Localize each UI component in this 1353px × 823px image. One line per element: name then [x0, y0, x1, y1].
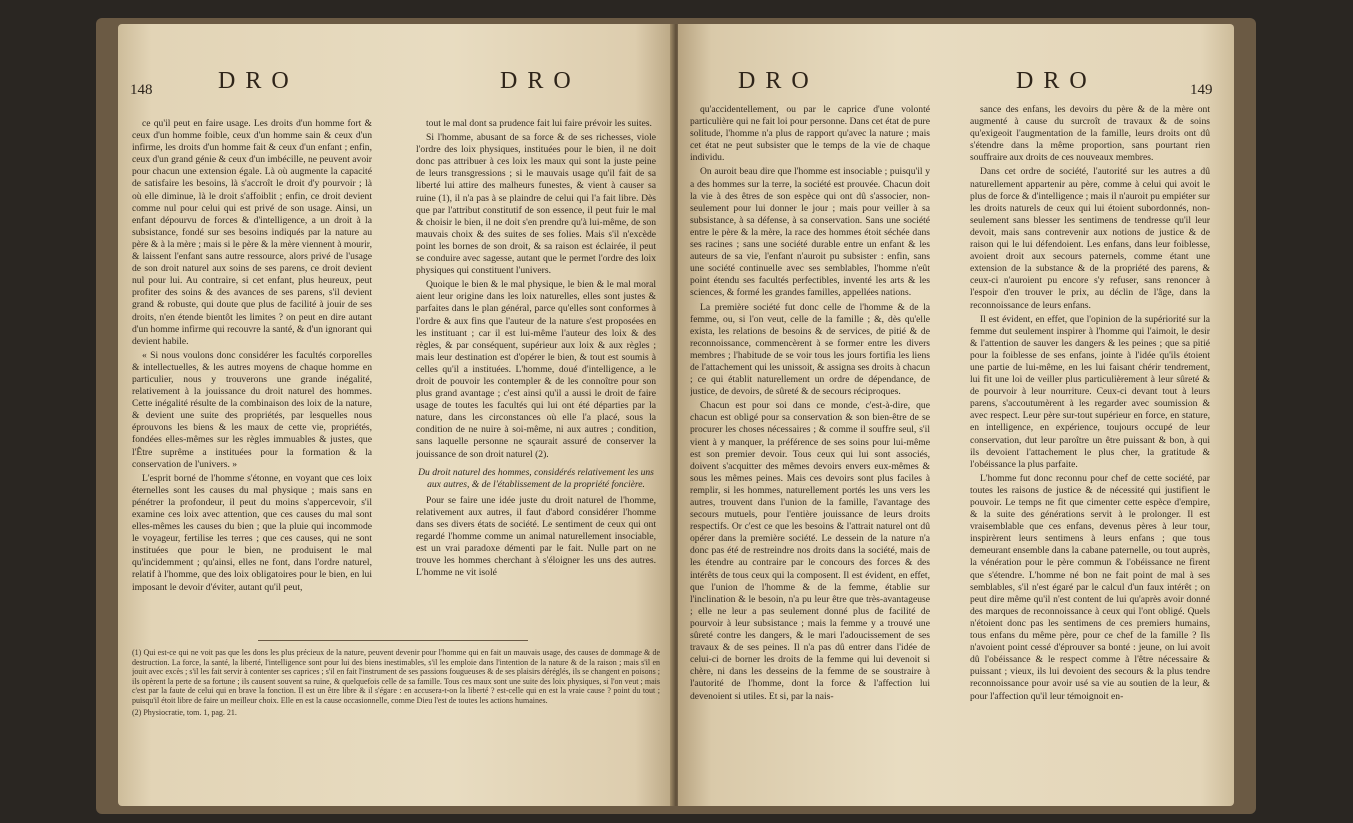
left-column-2 [416, 118, 656, 666]
paragraph: L'homme fut donc reconnu pour chef de cette société, par toutes les raisons de justice & de nécessité qui justifient le pouvoir. Le temps ne fit que cimenter cette espèce d'empire, & la suite des générations servit à le prolonger. Il est vraisemblable que ces enfans, devenus pères à leur tour, inspirèrent leurs sentimens à leurs enfans ; que tous demeurant ensemble dans la cabane paternelle, ou tout auprès, la vénération pour le père commun & l'obéissance ne firent que s'étendre. L'homme né bon ne fait point de mal à ses semblables, s'il n'est égaré par le calcul d'un faux intérêt ; on peut dire même qu'il n'est content de lui qu'après avoir donné des marques de reconnoissance à ceux qui l'ont obligé. Quels n'étoient donc pas les sentimens de ces premiers humains, tous enfans du même père, pour ce chef de la famille ? Ils n'avoient point cessé d'éprouver sa bonté : jeune, on lui avoit dû l'obéissance & le respect comme à l'être nécessaire & puissant ; vieux, ils lui devoient des secours & la plus tendre reconnoissance pour avoir usé sa vie au soutien de la leur, & pour l'affection qu'il leur témoignoit en- [970, 472, 1210, 702]
paragraph: qu'accidentellement, ou par le caprice d'une volonté particulière qui ne fait loi pour personne. Dans cet état de pure solitude, l'homme n'a plus de rapport qu'avec la nature ; mais cet état ne peut subsister que le temps de la vie de chaque individu. [690, 104, 930, 164]
paragraph: ce qu'il peut en faire usage. Les droits d'un homme fort & ceux d'un homme foible, ceux d'un homme sain & ceux d'un infirme, les droits d'un homme fait & ceux d'un enfant ; enfin, ceux d'un grand génie & ceux d'un imbécille, ne peuvent avoir pour chacun une extension égale. Là où augmente la capacité de satisfaire les besoins, là s'accroît le droit d'y pourvoir ; là où elle diminue, là le droit s'affoiblit ; enfin, ce droit devient comme nul pour celui qui est privé de son usage. Ainsi, un enfant dépourvu de forces & d'intelligence, a un droit à la subsistance, fondé sur ses besoins indiqués par la nature au père & à la mère ; mais si le père & la mère viennent à mourir, & laissent l'enfant sans autre ressource, alors privé de l'usage de son droit naturel aux soins de ses parens, ce droit devient nul pour lui. Au contraire, si cet enfant, plus heureux, peut profiter des soins & des avances de ses parens, s'il devient grand & robuste, qui doute que plus de facilité à jouir de ses droits, n'en étende bientôt les limites ? on peut en dire autant d'un homme infirme qui recouvre la santé, & d'un ignorant qui devient habile. [132, 118, 372, 347]
paragraph: Il est évident, en effet, que l'opinion de la supériorité sur la femme dut seulement inspirer à l'homme qui l'aimoit, le desir & l'attention de sauver les dangers & les peines ; que sa pitié pour la foiblesse de ses enfans, jointe à l'idée qu'ils étoient une partie de lui-même, en les lui faisant chérir tendrement, lui fit une loi de veiller plus particulièrement à leur sûreté & de pourvoir à leur nourriture. Ceux-ci devant tout à leurs parens, s'accoutumèrent à les regarder avec soumission & avec respect. Leur père sur-tout supérieur en force, en stature, en intelligence, en expérience, toujours occupé de leur conservation, dut leur paroître un être puissant & bon, à qui ils devoient l'attachement le plus cher, la gratitude & l'obéissance la plus parfaite. [970, 313, 1210, 470]
paragraph: Quoique le bien & le mal physique, le bien & le mal moral aient leur origine dans les loix naturelles, elles sont justes & parfaites dans le plan général, parce qu'elles sont conformes à l'ordre & aux fins que l'auteur de la nature s'est proposées en les instituant ; car il est lui-même l'auteur des loix & des règles, & par conséquent, supérieur aux loix & aux règles ; mais leur destination est d'opérer le bien, & tout est soumis à celles qu'il a instituées. L'homme, doué d'intelligence, a le droit de pouvoir les contempler & de les connoître pour son plus grand avantage ; c'est ainsi qu'il a aussi le droit de faire usage de toutes les facultés qui lui ont été départies par la nature, dans les circonstances où elle l'a placé, sous la condition de ne nuire à soi-même, ni aux autres ; condition, sans laquelle personne ne sçaurait assuré de conserver la jouissance de son droit naturel (2). [416, 279, 656, 460]
right-header-right: DRO [1016, 68, 1097, 94]
footnote: (1) Qui est-ce qui ne voit pas que les dons les plus précieux de la nature, peuvent devenir pour l'homme qui en fait un mauvais usage, des causes de dommage & de destruction. La force, la santé, la liberté, l'intelligence sont pour lui des biens inestimables, s'il les emploie dans l'intention de la nature & de la raison ; mais s'il en jouit avec excès ; s'il les fait servir à contenter ses caprices ; s'il en fait l'instrument de ses passions fougueuses & de ses plaisirs déréglés, ils se changent en poisons ; ils opèrent la perte de sa fortune ; ils causent souvent sa ruine, & quelquefois celle de sa famille. Tous ces maux sont une suite des loix physiques, si l'on veut ; mais c'est par la faute de celui qui en brave la fonction. Il est un être libre & il s'égare : en accusera-t-on la liberté ? est-celle qui en est la vraie cause ? point du tout ; puisqu'il étoit libre de faire un meilleur choix. Elle en est la cause occasionnelle, comme Dieu l'est de toutes les actions humaines. [132, 648, 660, 705]
paragraph: Pour se faire une idée juste du droit naturel de l'homme, relativement aux autres, il faut d'abord considérer l'homme dans ses divers états de société. Le sentiment de ceux qui ont regardé l'homme comme un animal naturellement insociable, est un vrai paradoxe démenti par le fait. Nulle part on ne trouve les hommes cherchant à s'éloigner les uns des autres. L'homme ne vit isolé [416, 494, 656, 579]
left-footnotes [132, 648, 660, 758]
paragraph: L'esprit borné de l'homme s'étonne, en voyant que ces loix éternelles sont les causes du mal physique ; mais sans en pénétrer la profondeur, il peut du moins s'appercevoir, s'il examine ces loix avec attention, que ces causes du mal sont elles-mêmes les causes du bien ; que la pluie qui incommode le voyageur, fertilise les terres ; que ces causes, qui ne sont instituées que pour le bien, ne produisent le mal qu'incidemment ; qu'ainsi, elles ne font, dans l'ordre naturel, relatif à l'homme, que des loix obligatoires pour le bien, en lui imposant le devoir d'éviter, autant qu'il peut, [132, 472, 372, 593]
paragraph: Dans cet ordre de société, l'autorité sur les autres a dû naturellement appartenir au père, comme à celui qui avoit le plus de force & d'intelligence ; mais il n'auroit pu empiéter sur les droits naturels de ceux qui lui étoient subordonnés, non-seulement sans blesser les sentimens de tendresse qu'il leur devoit, mais sans contrevenir aux notions de justice & de raison qui le lui défendoient. Les enfans, dans leur foiblesse, avoient droit aux secours paternels, comme étant une extension de la substance & de la propriété des parens, & ceux-ci n'auroient pu encore s'y refuser, sans renoncer à l'espoir d'en trouver le prix, au déclin de l'âge, dans la reconnoissance de leurs enfans. [970, 166, 1210, 311]
right-page-number: 149 [1190, 82, 1213, 98]
paragraph: sance des enfans, les devoirs du père & de la mère ont augmenté à cause du surcroît de travaux & de soins qu'exigeoit l'augmentation de la famille, leurs droits ont dû s'étendre dans la même proportion, sans pourtant rien souffraire aux droits de ces nouveaux membres. [970, 104, 1210, 164]
left-header-right: DRO [500, 68, 581, 94]
paragraph: tout le mal dont sa prudence fait lui faire prévoir les suites. [426, 118, 652, 129]
paragraph: « Si nous voulons donc considérer les facultés corporelles & intellectuelles, & les autres moyens de chaque homme en particulier, nous y trouverons une grande inégalité, relativement à la jouissance du droit naturel des hommes. Cette inégalité résulte de la combinaison des loix de la nature, & devient une suite des propriétés, par lesquelles nous éprouvons les biens & les maux de cette vie, propriétés, fondées elles-mêmes sur les règles immuables & justes, que l'Être suprême a instituées pour la formation & la conservation de l'univers. » [132, 349, 372, 470]
left-page-number: 148 [130, 82, 153, 98]
paragraph: Chacun est pour soi dans ce monde, c'est-à-dire, que chacun est obligé pour sa conservation & son bien-être de se procurer les choses nécessaires ; & comme il souffre seul, s'il vient à y manquer, la préférence de ses soins pour lui-même est son premier devoir. Tous ceux qui lui sont associés, doivent s'acquitter des mêmes devoirs envers eux-mêmes & sous les mêmes peines. Mais ces devoirs sont plus faciles à remplir, si les hommes, naturellement portés les uns vers les autres, trouvent dans l'union de la famille, l'avantage des secours mutuels, pour l'entière jouissance de leurs droits respectifs. Or c'est ce que les besoins & l'attrait naturel ont dû opérer dans la première société. Le dessein de la nature n'a donc pas été de restreindre nos droits dans la société, mais de les étendre au contraire par le concours des forces & des intérêts de tous ceux qui la composent. Il est évident, en effet, que l'union de l'homme & de la femme, établie sur l'inclination & le besoin, n'a pu leur être que très-avantageuse ; elle ne leur a pas seulement donné plus de facilité de pourvoir à leur subsistance ; mais la femme y a trouvé une sûreté contre les dangers, & le mari l'adoucissement de ses travaux & de ses peines. Il n'a pas dû entrer dans l'idée de celui-ci de borner les droits de la femme qui lui devenoit si chère, ni dans les desseins de la femme de se soustraire à l'autorité de l'homme, dont la force & l'affection lui devenoient si utiles. Et si, par la nais- [690, 400, 930, 702]
paragraph: Si l'homme, abusant de sa force & de ses richesses, viole l'ordre des loix physiques, instituées pour le bien, il ne doit donc pas attribuer à ces loix les maux qui sont la juste peine de leurs transgressions ; si le mauvais usage qu'il fait de sa liberté lui attire des malheurs funestes, & vient à causer sa ruine (1), il n'a pas à se plaindre de celui qui l'a fait libre. Dès que par l'attribut constitutif de son essence, il peut fuir le mal & choisir le bien, il ne doit s'en prendre qu'à lui-même, de son mauvais choix & des suites de ses folies. Mais s'il n'excède point les bornes de son droit, & sa raison est éclairée, il peut se conduire avec sagesse, autant que le permet l'ordre des loix physiques qui constituent l'univers. [416, 132, 656, 277]
right-header-left: DRO [738, 68, 819, 94]
footnote: (2) Physiocratie, tom. 1, pag. 21. [132, 707, 237, 717]
footnote-rule [258, 640, 528, 641]
open-book [96, 18, 1256, 814]
left-column-1 [132, 118, 372, 666]
right-column-1 [690, 104, 930, 780]
paragraph: On auroit beau dire que l'homme est insociable ; puisqu'il y a des hommes sur la terre, la société est prouvée. Chacun doit la vie à des êtres de son espèce qui ont dû s'associer, non-seulement pour lui donner le jour ; mais pour veiller à sa subsistance, à sa défense, à sa conservation. Sans une société entre le père & la mère, la race des hommes étoit séchée dans ses racines ; sans une société durable entre un enfant & les auteurs de sa vie, l'enfant n'auroit pu subsister : enfin, sans une société continuelle avec ses semblables, l'homme n'eût point étendu ses facultés perfectibles, inventé les arts & les sciences, & formé les grandes familles, appellées nations. [690, 166, 930, 299]
left-page [118, 24, 674, 806]
right-page [678, 24, 1234, 806]
paragraph: La première société fut donc celle de l'homme & de la femme, ou, si l'on veut, celle de la famille ; &, dès qu'elle exista, les relations de besoins & de services, de pitié & de reconnoissance, commencèrent à se former entre les divers membres ; l'habitude de se voir tous les jours fortifia les liens de l'attachement qui les unissoit, & assigna ses droits à chacun ; ce qui établit naturellement un ordre de dépendance, de justice, de devoirs, de sûreté & de secours réciproques. [690, 301, 930, 398]
section-title: Du droit naturel des hommes, considérés relativement les uns aux autres, & de l'établissement de la propriété foncière. [418, 466, 654, 490]
left-header-left: DRO [218, 68, 299, 94]
right-column-2 [970, 104, 1210, 780]
